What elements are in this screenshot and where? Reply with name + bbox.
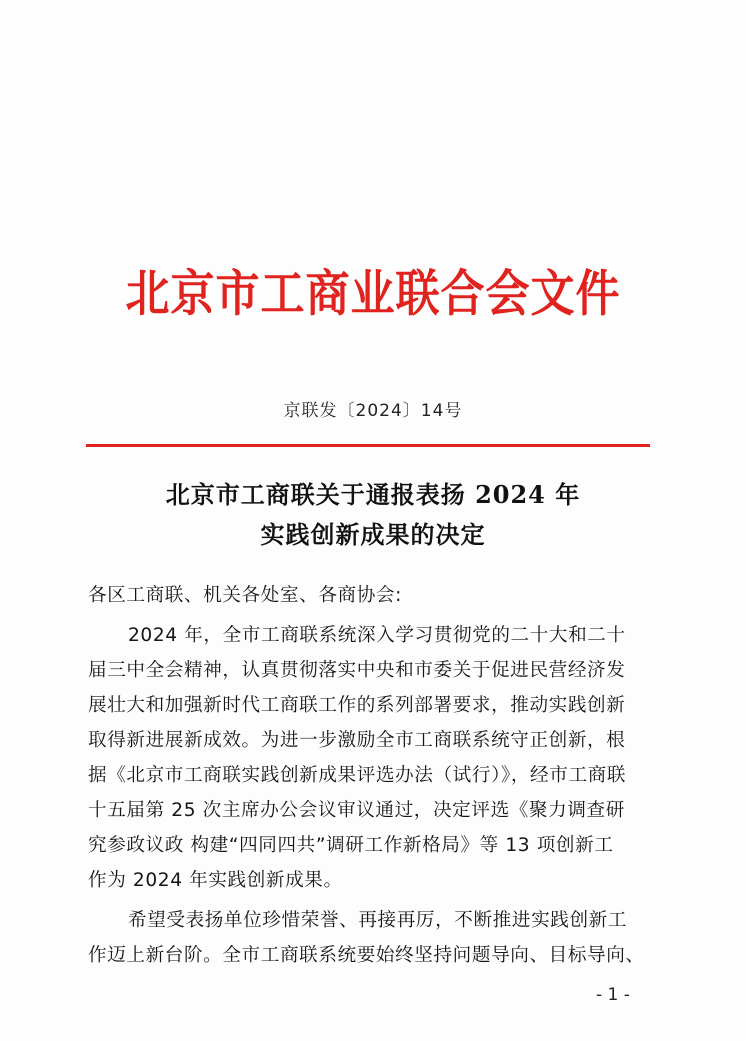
paragraph-1-line: 十五届第 25 次主席办公会议审议通过，决定评选《聚力调查研: [88, 800, 625, 821]
paragraph-1-line: 2024 年，全市工商联系统深入学习贯彻党的二十大和二十: [128, 625, 626, 646]
paragraph-1-line: 取得新进展新成效。为进一步激励全市工商联系统守正创新，根: [88, 730, 626, 751]
paragraph-1-line: 究参政议政 构建“四同四共”调研工作新格局》等 13 项创新工: [88, 835, 614, 856]
paragraph-1-line: 作为 2024 年实践创新成果。: [88, 870, 343, 891]
document-number: 京联发〔2024〕14号: [283, 401, 463, 421]
paragraph-1-line: 届三中全会精神，认真贯彻落实中央和市委关于促进民营经济发: [88, 660, 626, 681]
paragraph-1-line: 展壮大和加强新时代工商联工作的系列部署要求，推动实践创新: [88, 695, 626, 716]
paragraph-2-line: 希望受表扬单位珍惜荣誉、再接再厉，不断推进实践创新工: [128, 910, 628, 931]
paragraph-2-line: 作迈上新台阶。全市工商联系统要始终坚持问题导向、目标导向、: [88, 945, 645, 966]
document-masthead: 北京市工商业联合会文件: [125, 265, 621, 323]
page-number: - 1 -: [596, 985, 630, 1005]
red-divider-rule: [86, 444, 650, 447]
paragraph-1-line: 据《北京市工商联实践创新成果评选办法（试行）》，经市工商联: [88, 765, 627, 786]
document-title-line-1: 北京市工商联关于通报表扬 2024 年: [165, 480, 581, 509]
document-title-line-2: 实践创新成果的决定: [260, 520, 486, 549]
salutation: 各区工商联、机关各处室、各商协会:: [88, 585, 402, 606]
